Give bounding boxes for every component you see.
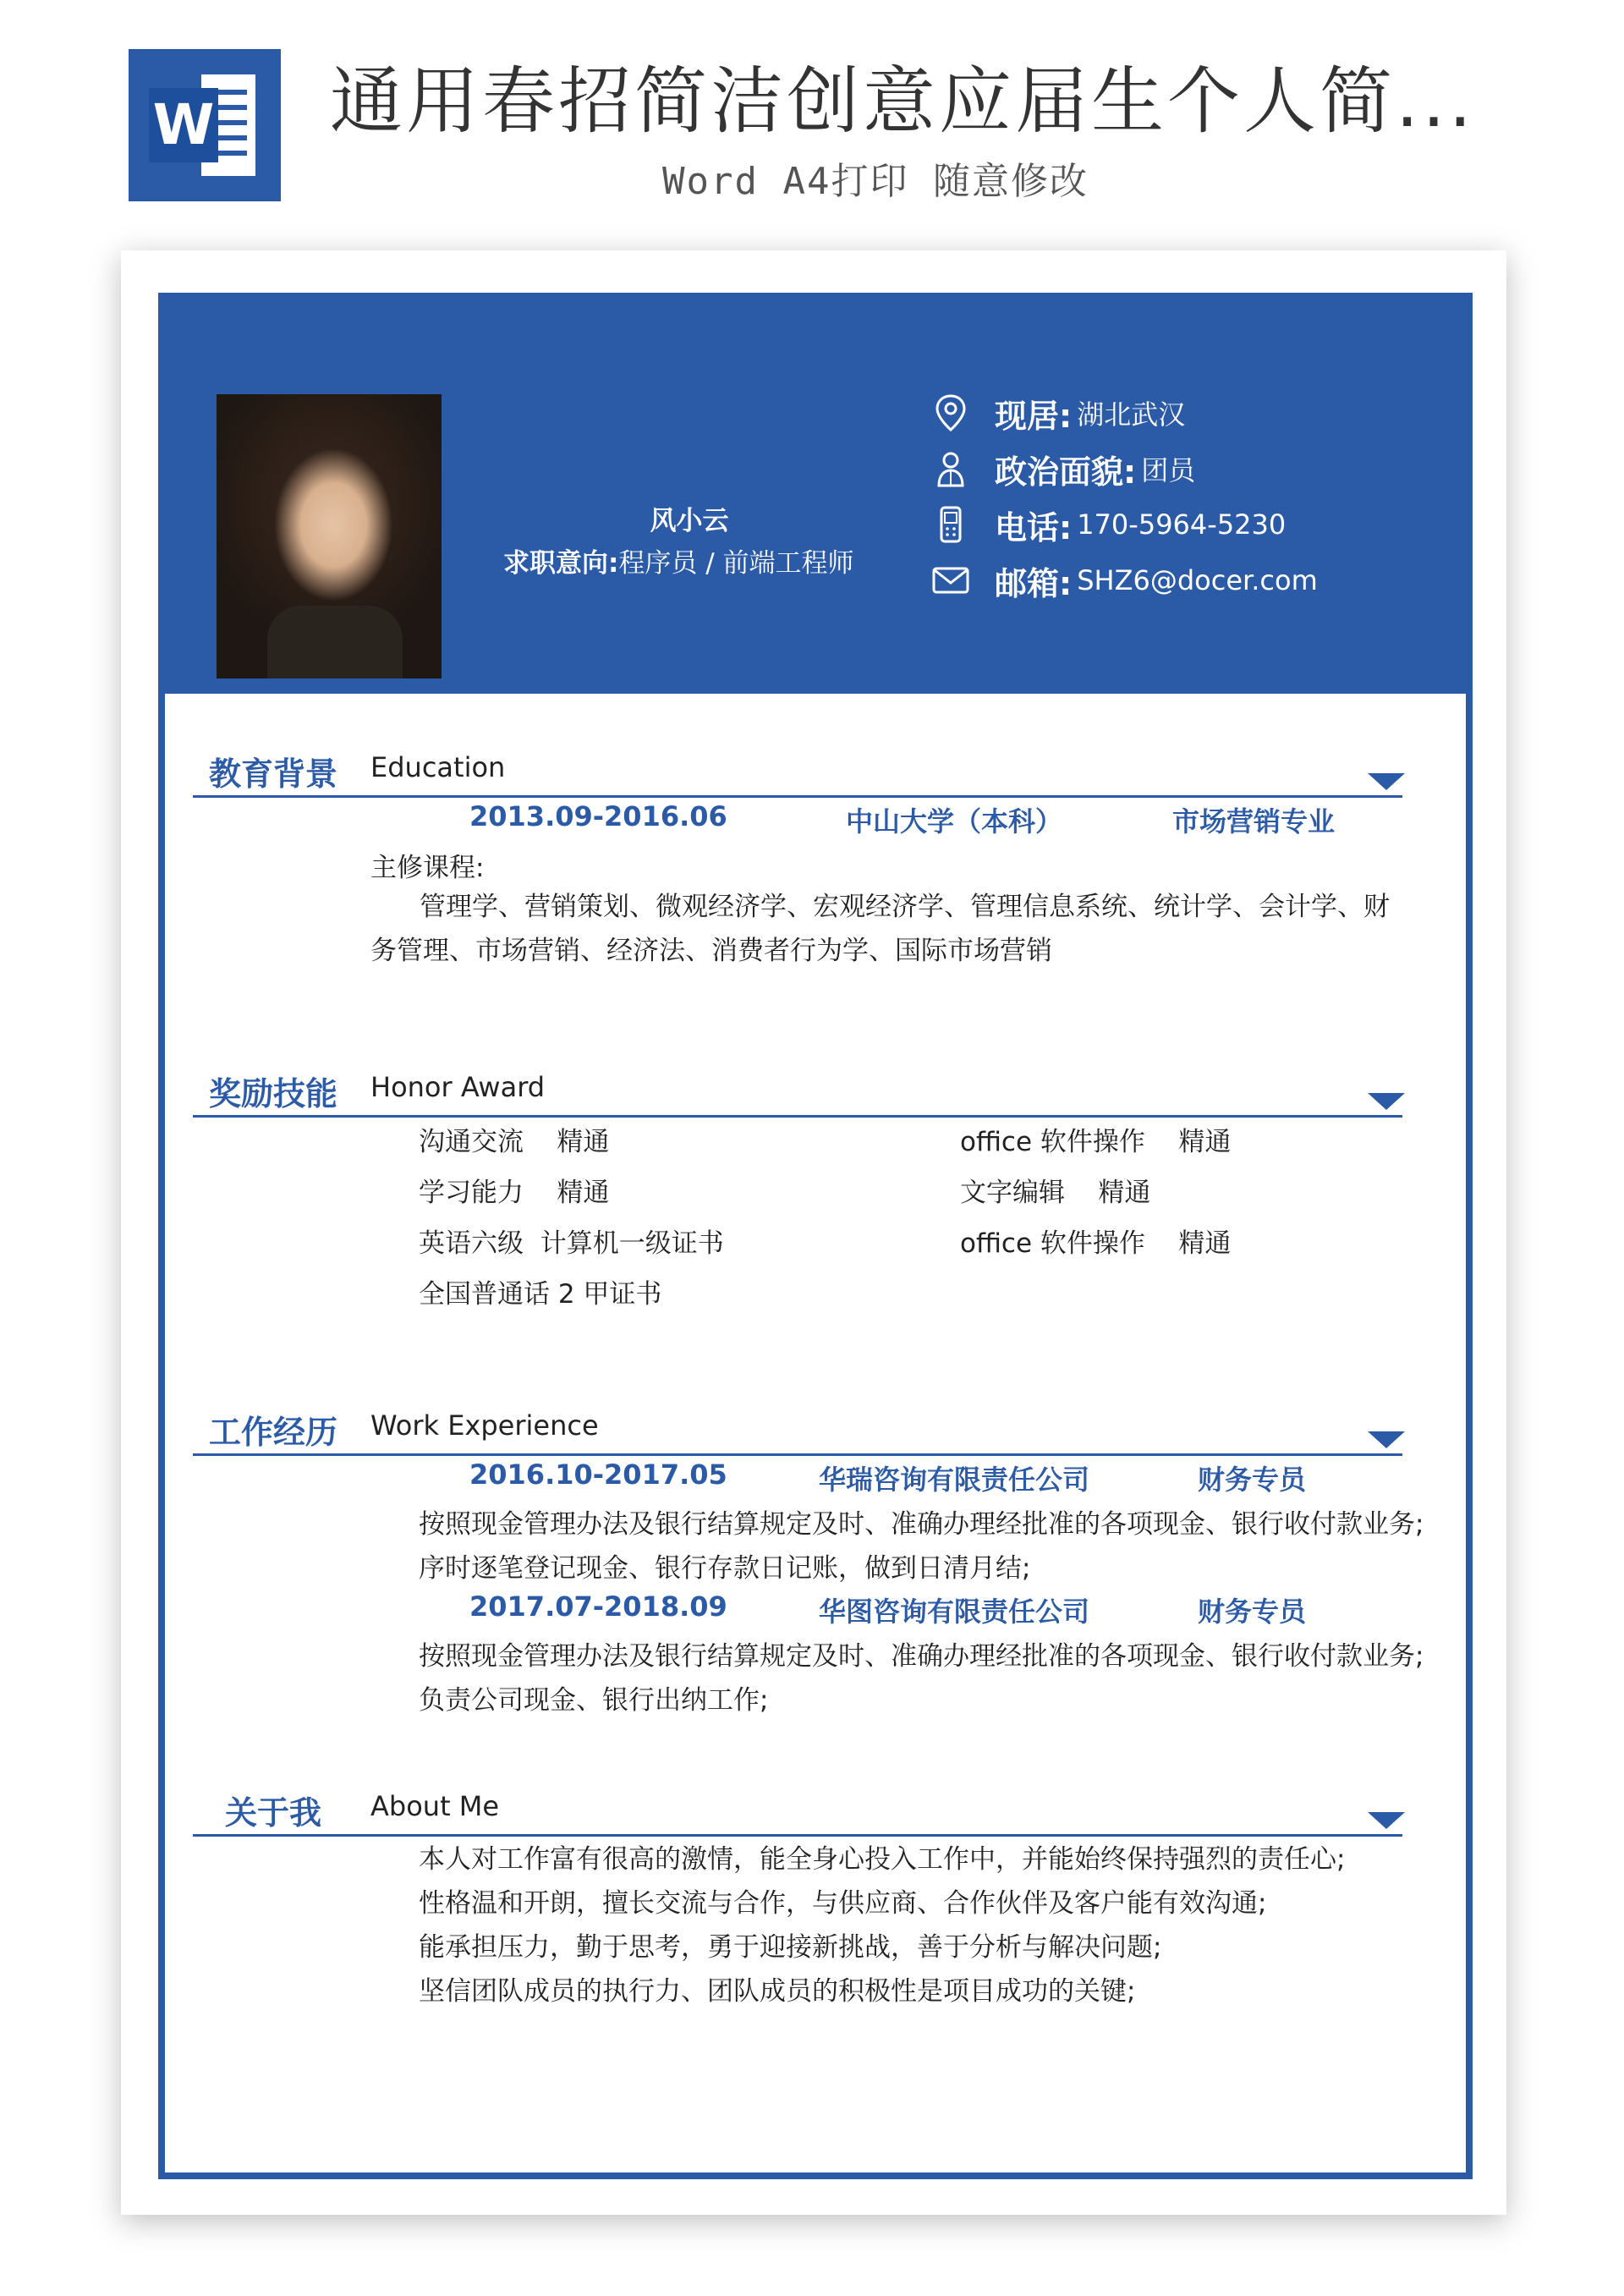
section-divider bbox=[193, 795, 1402, 798]
education-school: 中山大学（本科） bbox=[846, 805, 1063, 838]
section-title-cn: 奖励技能 bbox=[208, 1075, 337, 1112]
contact-phone bbox=[930, 499, 1286, 550]
job-company: 华图咨询有限责任公司 bbox=[819, 1596, 1090, 1628]
honor-item: 全国普通话 2 甲证书 bbox=[419, 1279, 662, 1310]
education-major: 市场营销专业 bbox=[1172, 805, 1336, 838]
contact-label: 邮箱: bbox=[995, 564, 1073, 602]
section-honors-header bbox=[193, 1068, 1402, 1118]
section-divider bbox=[193, 1834, 1402, 1837]
triangle-down-icon bbox=[1368, 1093, 1405, 1110]
job-duty: 按照现金管理办法及银行结算规定及时、准确办理经批准的各项现金、银行收付款业务; bbox=[419, 1641, 1424, 1672]
section-about-header bbox=[193, 1787, 1402, 1837]
phone-icon bbox=[930, 504, 971, 545]
section-divider bbox=[193, 1115, 1402, 1118]
contact-value: 湖北武汉 bbox=[1077, 398, 1186, 431]
contact-value: SHZ6@docer.com bbox=[1077, 564, 1318, 596]
skill-item: office 软件操作 精通 bbox=[960, 1127, 1232, 1157]
section-education-header bbox=[193, 748, 1402, 799]
skill-item: 文字编辑 精通 bbox=[960, 1178, 1151, 1208]
banner-subtitle: Word A4打印 随意修改 bbox=[662, 160, 1089, 203]
word-logo-letter: W bbox=[149, 88, 218, 162]
education-period: 2013.09-2016.06 bbox=[469, 800, 727, 832]
job-company: 华瑞咨询有限责任公司 bbox=[819, 1464, 1090, 1496]
job-intent-label: 求职意向: bbox=[503, 548, 619, 579]
contact-value: 团员 bbox=[1141, 454, 1196, 486]
section-work-header bbox=[193, 1406, 1402, 1457]
section-title-cn: 工作经历 bbox=[208, 1414, 337, 1451]
section-divider bbox=[193, 1453, 1402, 1456]
about-line: 性格温和开朗，擅长交流与合作，与供应商、合作伙伴及客户能有效沟通; bbox=[419, 1888, 1267, 1919]
contact-politics bbox=[930, 443, 1195, 494]
contact-location bbox=[930, 387, 1185, 438]
honor-item: 英语六级 计算机一级证书 bbox=[419, 1228, 724, 1259]
section-title-cn: 教育背景 bbox=[208, 755, 337, 793]
honor-item: 沟通交流 精通 bbox=[419, 1127, 610, 1157]
section-title-en: Honor Award bbox=[370, 1071, 546, 1103]
mail-icon bbox=[930, 560, 971, 601]
section-title-en: About Me bbox=[370, 1790, 500, 1822]
skill-item: office 软件操作 精通 bbox=[960, 1228, 1232, 1259]
job-period: 2017.07-2018.09 bbox=[469, 1590, 727, 1623]
contact-email bbox=[930, 555, 1318, 606]
honor-item: 学习能力 精通 bbox=[419, 1178, 610, 1208]
location-pin-icon bbox=[930, 393, 971, 433]
triangle-down-icon bbox=[1368, 1431, 1405, 1448]
job-intent bbox=[503, 541, 854, 579]
section-title-en: Work Experience bbox=[370, 1409, 599, 1442]
triangle-down-icon bbox=[1368, 773, 1405, 790]
job-duty: 序时逐笔登记现金、银行存款日记账，做到日清月结; bbox=[419, 1553, 1031, 1584]
job-role: 财务专员 bbox=[1198, 1464, 1307, 1496]
about-line: 坚信团队成员的执行力、团队成员的积极性是项目成功的关键; bbox=[419, 1976, 1136, 2007]
banner-title: 通用春招简洁创意应届生个人简... bbox=[330, 59, 1476, 144]
section-title-cn: 关于我 bbox=[224, 1794, 321, 1832]
job-duty: 按照现金管理办法及银行结算规定及时、准确办理经批准的各项现金、银行收付款业务; bbox=[419, 1509, 1424, 1540]
job-period: 2016.10-2017.05 bbox=[469, 1458, 727, 1491]
job-duty: 负责公司现金、银行出纳工作; bbox=[419, 1685, 769, 1716]
person-icon bbox=[930, 448, 971, 489]
courses-label: 主修课程: bbox=[370, 853, 485, 883]
about-line: 本人对工作富有很高的激情，能全身心投入工作中，并能始终保持强烈的责任心; bbox=[419, 1844, 1346, 1875]
contact-label: 现居: bbox=[995, 397, 1073, 435]
courses-list: 管理学、营销策划、微观经济学、宏观经济学、管理信息系统、统计学、会计学、财务管理、市场营销、经济法、消费者行为学、国际市场营销 bbox=[370, 892, 1390, 966]
contact-label: 政治面貌: bbox=[995, 453, 1137, 491]
contact-value: 170-5964-5230 bbox=[1077, 508, 1287, 541]
job-role: 财务专员 bbox=[1198, 1596, 1307, 1628]
profile-name: 风小云 bbox=[650, 506, 729, 536]
profile-photo bbox=[217, 394, 442, 678]
triangle-down-icon bbox=[1368, 1812, 1405, 1829]
section-title-en: Education bbox=[370, 751, 506, 783]
job-intent-value: 程序员 / 前端工程师 bbox=[618, 548, 854, 579]
about-line: 能承担压力，勤于思考，勇于迎接新挑战，善于分析与解决问题; bbox=[419, 1932, 1162, 1963]
contact-label: 电话: bbox=[995, 508, 1073, 547]
